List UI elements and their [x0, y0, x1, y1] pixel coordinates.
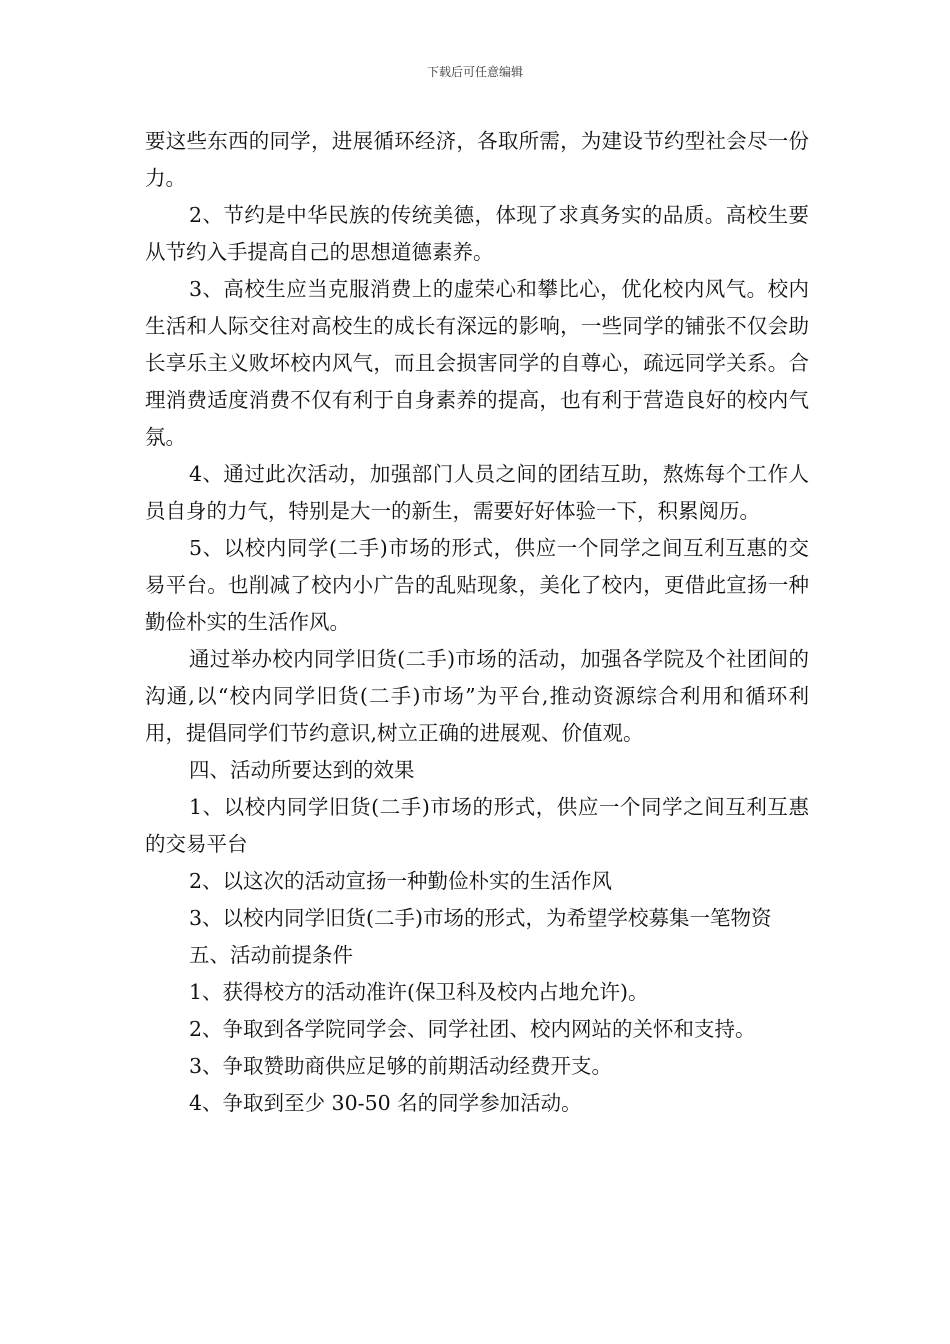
paragraph-point-3: 3、高校生应当克服消费上的虚荣心和攀比心，优化校内风气。校内生活和人际交往对高校生的成长有深远的影响，一些同学的铺张不仅会助长享乐主义败坏校内风气，而且会损害同学的自尊心，疏远同学关系。合理消费适度消费不仅有利于自身素养的提高，也有利于营造良好的校内气氛。	[145, 277, 809, 449]
prerequisite-item-3: 3、争取赞助商供应足够的前期活动经费开支。	[189, 1054, 613, 1078]
section-heading-effects: 四、活动所要达到的效果	[189, 758, 415, 782]
paragraph-summary: 通过举办校内同学旧货(二手)市场的活动，加强各学院及个社团间的沟通,以“校内同学旧货(二手)市场”为平台,推动资源综合利用和循环利用，提倡同学们节约意识,树立正确的进展观、价值观。	[145, 647, 809, 745]
document-body	[145, 123, 809, 1122]
paragraph-point-2: 2、节约是中华民族的传统美德，体现了求真务实的品质。高校生要从节约入手提高自己的思想道德素养。	[145, 203, 809, 264]
paragraph-point-5: 5、以校内同学(二手)市场的形式，供应一个同学之间互利互惠的交易平台。也削减了校内小广告的乱贴现象，美化了校内，更借此宣扬一种勤俭朴实的生活作风。	[145, 536, 809, 634]
prerequisite-item-1: 1、获得校方的活动准许(保卫科及校内占地允许)。	[189, 980, 649, 1004]
paragraph-point-4: 4、通过此次活动，加强部门人员之间的团结互助，熬炼每个工作人员自身的力气，特别是大一的新生，需要好好体验一下，积累阅历。	[145, 462, 809, 523]
prerequisite-item-4: 4、争取到至少 30-50 名的同学参加活动。	[189, 1091, 582, 1115]
effect-item-2: 2、以这次的活动宣扬一种勤俭朴实的生活作风	[189, 869, 613, 893]
paragraph-continuation: 要这些东西的同学，进展循环经济，各取所需，为建设节约型社会尽一份力。	[145, 129, 809, 190]
effect-item-1: 1、以校内同学旧货(二手)市场的形式，供应一个同学之间互利互惠的交易平台	[145, 795, 809, 856]
section-heading-prerequisites: 五、活动前提条件	[189, 943, 353, 967]
page-header: 下载后可任意编辑	[426, 65, 523, 79]
prerequisite-item-2: 2、争取到各学院同学会、同学社团、校内网站的关怀和支持。	[189, 1017, 756, 1041]
effect-item-3: 3、以校内同学旧货(二手)市场的形式，为希望学校募集一笔物资	[189, 906, 772, 930]
